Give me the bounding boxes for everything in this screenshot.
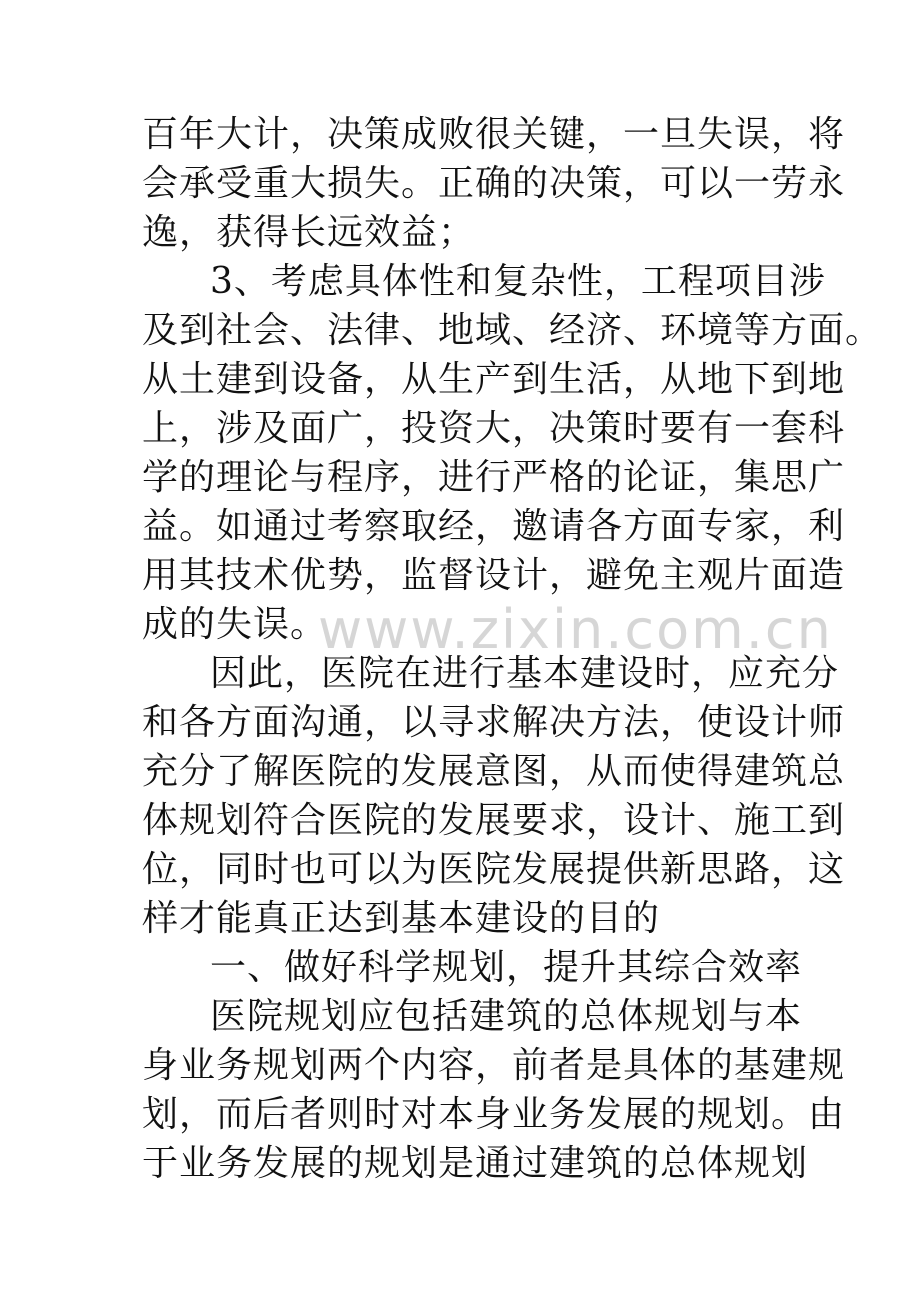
paragraph-start-line: 3、考虑具体性和复杂性，工程项目涉 [210,261,826,302]
paragraph-start-line: 因此，医院在进行基本建设时，应充分 [210,653,840,694]
section-heading: 一、做好科学规划，提升其综合效率 [210,947,803,988]
text-line: 逸，获得长远效益； [142,212,476,253]
text-line: 用其技术优势，监督设计，避免主观片面造 [142,555,846,596]
text-line: 于业务发展的规划是通过建筑的总体规划 [142,1143,809,1184]
text-line: 体规划符合医院的发展要求，设计、施工到 [142,800,846,841]
text-line: 位，同时也可以为医院发展提供新思路，这 [142,849,846,890]
text-line: 会承受重大损失。正确的决策，可以一劳永 [142,163,846,204]
text-line: 百年大计，决策成败很关键，一旦失误，将 [142,114,846,155]
text-line: 从土建到设备，从生产到生活，从地下到地 [142,359,846,400]
text-line: 及到社会、法律、地域、经济、环境等方面。 [142,310,883,351]
text-line: 划，而后者则时对本身业务发展的规划。由 [142,1094,846,1135]
text-line: 益。如通过考察取经，邀请各方面专家，利 [142,506,846,547]
text-line: 上，涉及面广，投资大，决策时要有一套科 [142,408,846,449]
text-line: 学的理论与程序，进行严格的论证，集思广 [142,457,846,498]
text-line: 和各方面沟通，以寻求解决方法，使设计师 [142,702,846,743]
text-line: 充分了解医院的发展意图，从而使得建筑总 [142,751,846,792]
watermark: www.zixin.com.cn [318,598,833,661]
text-line: 成的失误。 [142,604,328,645]
text-line: 身业务规划两个内容，前者是具体的基建规 [142,1045,846,1086]
text-line: 样才能真正达到基本建设的目的 [142,898,661,939]
paragraph-start-line: 医院规划应包括建筑的总体规划与本 [210,996,803,1037]
